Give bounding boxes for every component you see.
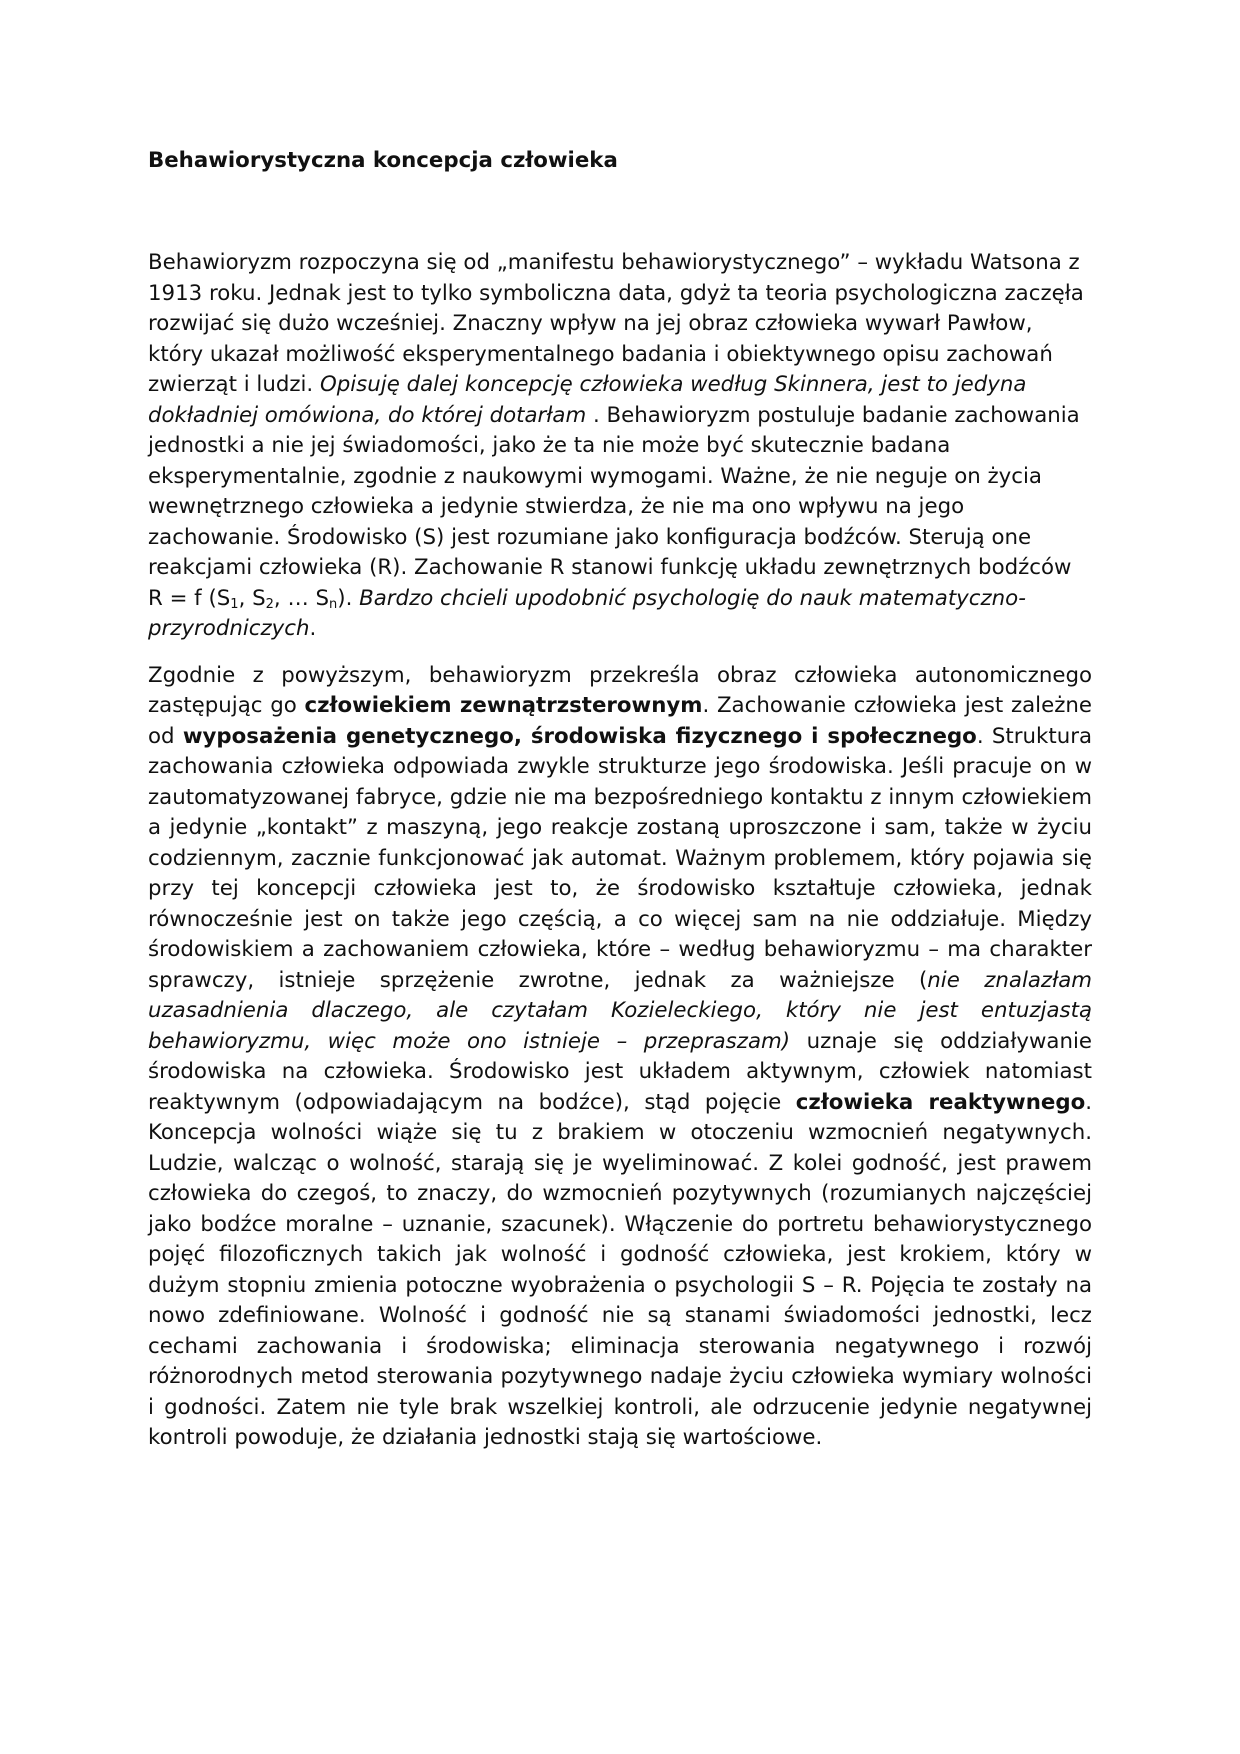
text-run: . Struktura zachowania człowieka odpowiada zwykle strukturze jego środowiska. Jeśli pracuje on w zautomatyzowanej fabryce, gdzie nie ma bezpośredniego kontaktu z innym człowiekiem a jedynie „kontakt” z maszyną, jego reakcje zostaną uproszczone i sam, także w życiu codziennym, zacznie funkcjonować jak automat. Ważnym problemem, który pojawia się przy tej koncepcji człowieka jest to, że środowisko kształtuje człowieka, jednak równocześnie jest on także jego częścią, a co więcej sam na nie oddziałuje. Między środowiskiem a zachowaniem człowieka, które – według behawioryzmu – ma charakter sprawczy, istnieje sprzężenie zwrotne, jednak za ważniejsze ( (148, 723, 1093, 993)
text-run: . (309, 616, 317, 641)
italic-remark: nie znalazłam uzasadnienia dlaczego, ale czytałam Kozieleckiego, który nie jest entuzjastą behawioryzmu, więc może ono istnieje – przepraszam) (148, 967, 1092, 1054)
bold-term: wyposażenia genetycznego, środowiska fizycznego i społecznego (182, 723, 977, 749)
italic-remark: Opisuję dalej koncepcję człowieka według Skinnera, jest to jedyna dokładniej omówiona, do której dotarłam (148, 372, 1027, 428)
text-run: , … S (273, 585, 330, 611)
bold-term: człowiekiem zewnątrzsterownym (304, 693, 703, 718)
text-run: . Koncepcja wolności wiąże się tu z brakiem w otoczeniu wzmocnień negatywnych. Ludzie, walcząc o wolność, starają się je wyeliminować. Z kolei godność, jest prawem człowieka do czegoś, to znaczy, do wzmocnień pozytywnych (rozumianych najczęściej jako bodźce moralne – uznanie, szacunek). Włączenie do portretu behawiorystycznego pojęć filozoficznych takich jak wolność i godność człowieka, jest krokiem, który w dużym stopniu zmienia potoczne wyobrażenia o psychologii S – R. Pojęcia te zostały na nowo zdefiniowane. Wolność i godność nie są stanami świadomości jednostki, lecz cechami zachowania i środowiska; eliminacja sterowania negatywnego i rozwój różnorodnych metod sterowania pozytywnego nadaje życiu człowieka wymiary wolności i godności. Zatem nie tyle brak wszelkiej kontroli, ale odrzucenie jedynie negatywnej kontroli powoduje, że działania jednostki stają się wartościowe. (148, 1089, 1092, 1450)
subscript: 2 (265, 596, 274, 612)
paragraph-2 (148, 661, 1092, 1454)
subscript: 1 (230, 596, 239, 612)
text-run: , S (238, 585, 266, 611)
italic-remark: Bardzo chcieli upodobnić psychologię do nauk matematyczno-przyrodniczych (148, 585, 1026, 641)
text-run: uznaje się oddziaływanie środowiska na człowieka. Środowisko jest układem aktywnym, człowiek natomiast reaktywnym (odpowiadającym na bodźce), stąd pojęcie (148, 1028, 1092, 1115)
paragraph-1 (148, 248, 1092, 645)
document-title: Behawiorystyczna koncepcja człowieka (148, 148, 618, 173)
text-run: ). (337, 585, 360, 611)
text-run: . Zachowanie człowieka jest zależne od (148, 693, 1092, 749)
document-body (148, 146, 1092, 1454)
text-run: Behawioryzm rozpoczyna się od „manifestu behawiorystycznego” – wykładu Watsona z 1913 roku. Jednak jest to tylko symboliczna data, gdyż ta teoria psychologiczna zaczęła rozwijać się dużo wcześniej. Znaczny wpływ na jej obraz człowieka wywarł Pawłow, który ukazał możliwość eksperymentalnego badania i obiektywnego opisu zachowań zwierząt i ludzi. (148, 250, 1084, 397)
subscript: n (329, 596, 338, 612)
text-run: Zgodnie z powyższym, behawioryzm przekreśla obraz człowieka autonomicznego zastępując go (148, 662, 1092, 718)
bold-term: człowieka reaktywnego (795, 1089, 1086, 1115)
text-run: . Behawioryzm postuluje badanie zachowania jednostki a nie jej świadomości, jako że ta nie może być skutecznie badana eksperymentalnie, zgodnie z naukowymi wymogami. Ważne, że nie neguje on życia wewnętrznego człowieka a jedynie stwierdza, że nie ma ono wpływu na jego zachowanie. Środowisko (S) jest rozumiane jako konfiguracja bodźców. Sterują one reakcjami człowieka (R). Zachowanie R stanowi funkcję układu zewnętrznych bodźców R = f (S (148, 402, 1080, 611)
